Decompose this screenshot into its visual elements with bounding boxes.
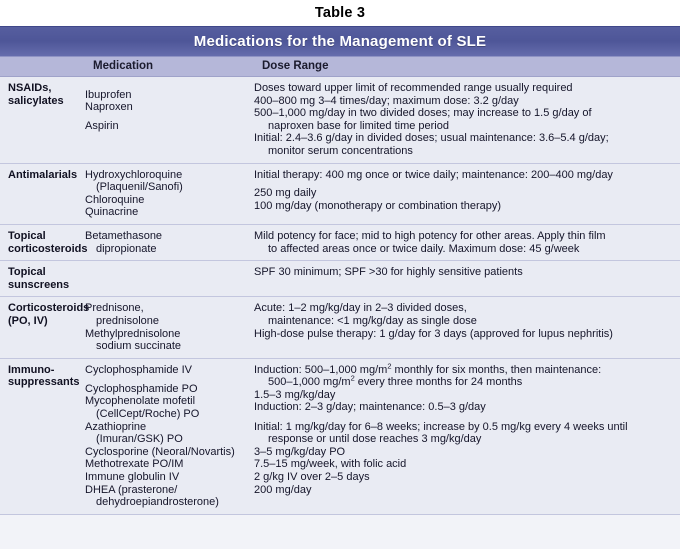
row-dose-range: Initial therapy: 400 mg once or twice daily; maintenance: 200–400 mg/day 250 mg daily 100 mg/day (monotherapy or combination therapy) (254, 168, 613, 212)
figure-caption: Table 3 (0, 0, 680, 26)
table-body (0, 77, 680, 515)
row-dose-range: SPF 30 minimum; SPF >30 for highly sensitive patients (254, 266, 523, 279)
table-row (0, 297, 680, 358)
row-category: Antimalarials (8, 168, 78, 181)
row-dose-range: Induction: 500–1,000 $mg/m^2$ monthly for six months, then maintenance: 500–1,000 $mg/m^2$ every three months for 24 months 1.5–3 mg/kg/day Induction: 2–3 g/day; maintenance: 0.5–3 g/day Initial: 1 mg/kg/day for 6–8 weeks; increase by 0.5 mg/kg every 4 weeks until response or until dose reaches 3 mg/kg/day 3–5 mg/kg/day PO 7.5–15 mg/week, with folic acid 2 g/kg IV over 2–5 days 200 mg/day (254, 363, 680, 509)
row-category: Topical sunscreens (8, 266, 70, 291)
column-header-row (0, 57, 680, 77)
column-header-dose-range: Dose Range (262, 60, 329, 72)
dose-with-superscript: 500–1,000 $mg/m^2$ every three months for 24 months (268, 373, 523, 389)
table-row (0, 77, 680, 164)
table-row (0, 261, 680, 297)
row-medications: Prednisone, prednisolone Methylprednisolone sodium succinate (85, 302, 181, 353)
table-row (0, 225, 680, 261)
row-category: Topical corticosteroids (8, 229, 88, 255)
row-medications: Ibuprofen Naproxen Aspirin (85, 88, 133, 133)
row-dose-range: Acute: 1–2 mg/kg/day in 2–3 divided doses, maintenance: <1 mg/kg/day as single dose High-dose pulse therapy: 1 g/day for 3 days (approved for lupus nephritis) (254, 302, 613, 340)
table-title: Medications for the Management of SLE (0, 26, 680, 57)
row-medications: Betamethasone dipropionate (85, 229, 163, 255)
row-medications: Hydroxychloroquine (Plaquenil/Sanofi) Chloroquine Quinacrine (85, 168, 183, 219)
row-medications: Cyclophosphamide IV Cyclophosphamide PO Mycophenolate mofetil (CellCept/Roche) PO Azathioprine (Imuran/GSK) PO Cyclosporine (Neoral/Novartis) Methotrexate PO/IM Immune globulin IV DHEA (prasterone/ dehydroepiandrosterone) (85, 363, 235, 509)
column-header-medication: Medication (93, 60, 154, 72)
row-dose-range: Doses toward upper limit of recommended range usually required 400–800 mg 3–4 times/day; maximum dose: 3.2 g/day 500–1,000 mg/day in two divided doses; may increase to 1.5 g/day of naproxen base for limited time period Initial: 2.4–3.6 g/day in divided doses; usual maintenance: 3.6–5.4 g/day; monitor serum concentrations (254, 82, 609, 157)
table-row (0, 164, 680, 225)
table-row (0, 359, 680, 515)
row-dose-range: Mild potency for face; mid to high potency for other areas. Apply thin film to affected areas once or twice daily. Maximum dose: 45 g/week (254, 229, 606, 255)
dose-with-superscript: Induction: 500–1,000 $mg/m^2$ monthly for six months, then maintenance: (254, 361, 602, 376)
row-category: NSAIDs, salicylates (8, 82, 64, 107)
row-category: Immuno- suppressants (8, 363, 80, 389)
row-medications (85, 265, 254, 291)
row-category: Corticosteroids (PO, IV) (8, 302, 90, 327)
